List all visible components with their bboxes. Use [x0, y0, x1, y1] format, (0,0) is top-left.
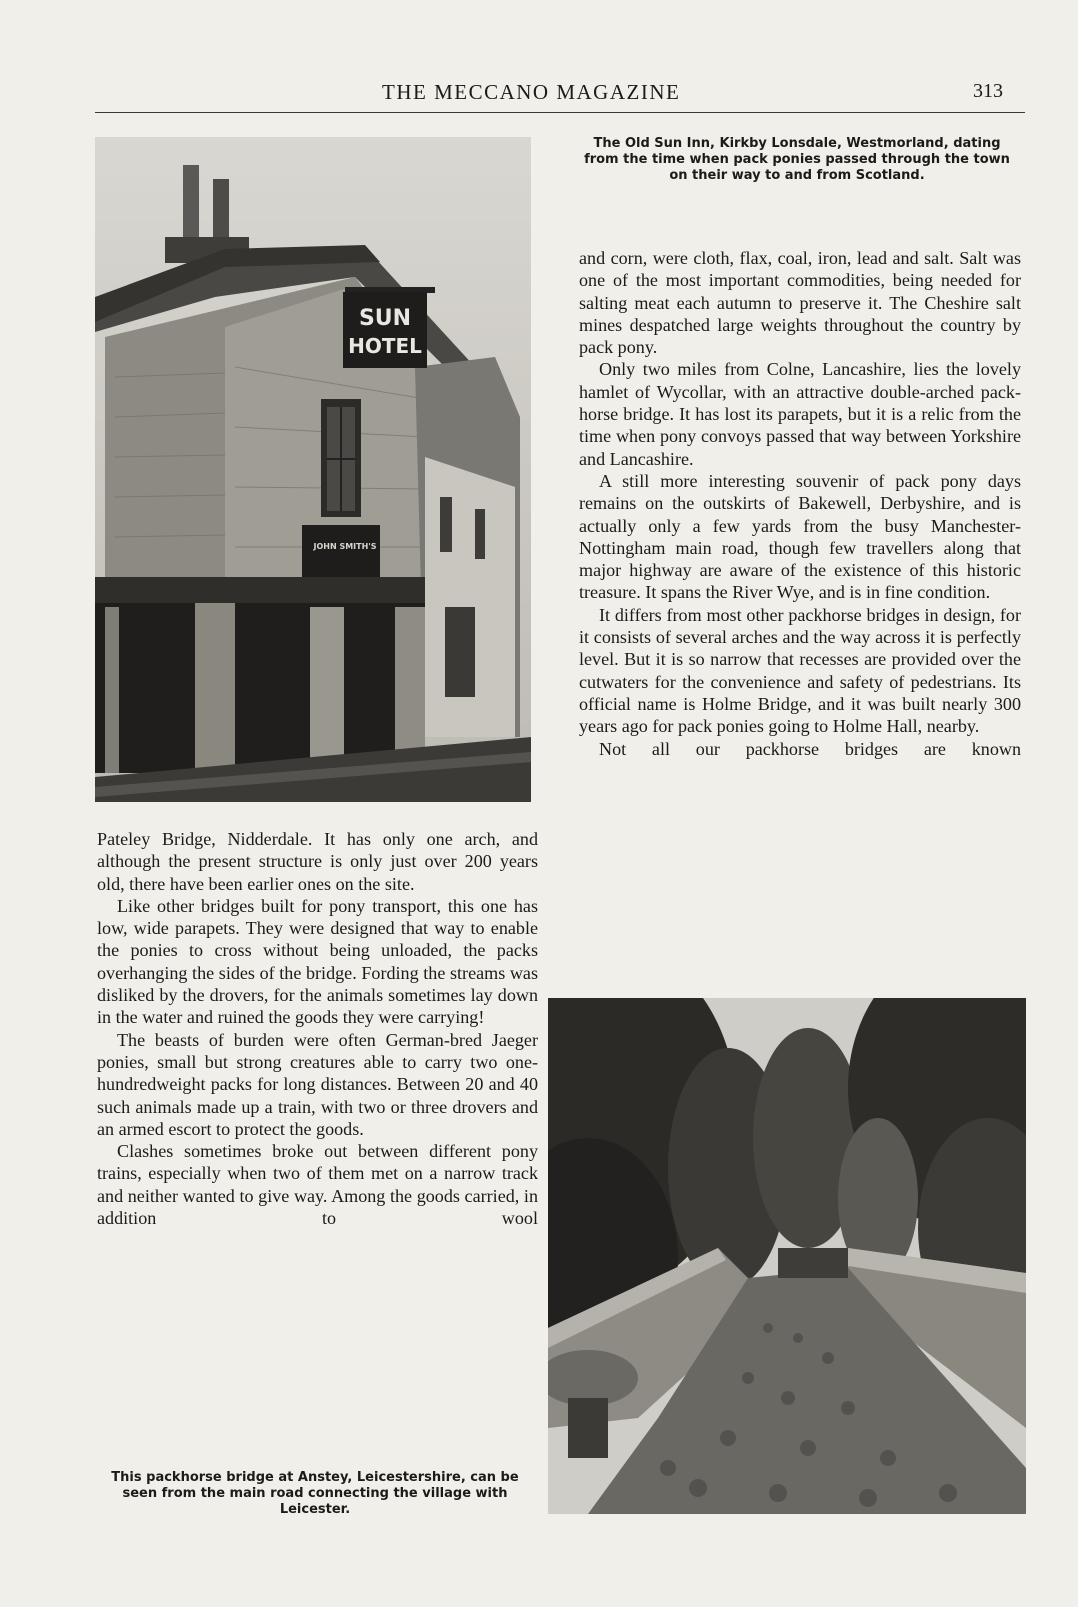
- paragraph: Pateley Bridge, Nidderdale. It has only one arch, and although the present structure is only just over 200 years old, there have been earlier ones on the site.: [97, 829, 538, 894]
- running-header: [95, 78, 1025, 113]
- paragraph: It differs from most other packhorse bridges in design, for it consists of several arches and the way across it is perfectly level. But it is so narrow that recesses are provided over the cutwaters for the convenience and safety of pedestrians. Its official name is Holme Bridge, and it was built nearly 300 years ago for pack ponies going to Holme Hall, nearby.: [579, 604, 1021, 737]
- paragraph: Only two miles from Colne, Lancashire, lies the lovely hamlet of Wycollar, with an attractive double-arched pack-horse bridge. It has lost its parapets, but it is a relic from the time when pony convoys passed that way between Yorkshire and Lancashire.: [579, 359, 1021, 469]
- photo-sun-inn: [95, 137, 531, 802]
- magazine-title: THE MECCANO MAGAZINE: [382, 80, 681, 104]
- right-text-column: [579, 247, 1021, 760]
- left-text-column: [97, 828, 538, 1229]
- page-number: 313: [973, 80, 1003, 102]
- sign-sun: SUN: [358, 306, 412, 331]
- paragraph: A still more interesting souvenir of pack pony days remains on the outskirts of Bakewell, Derbyshire, and is actually only a few yards from the busy Manchester-Nottingham main road, though few travellers along that major highway are aware of the existence of this historic treasure. It spans the River Wye, and is in fine condition.: [579, 470, 1021, 603]
- sign-john-smiths: JOHN SMITH'S: [313, 542, 377, 551]
- caption-sun-inn: The Old Sun Inn, Kirkby Lonsdale, Westmorland, dating from the time when pack ponies passed through the town on their way to and from Scotland.: [584, 136, 1010, 183]
- caption-anstey-bridge: This packhorse bridge at Anstey, Leicestershire, can be seen from the main road connecting the village with Leicester.: [111, 1470, 519, 1517]
- paragraph: Like other bridges built for pony transport, this one has low, wide parapets. They were designed that way to enable the ponies to cross without being unloaded, the packs overhanging the sides of the bridge. Fording the streams was disliked by the drovers, for the animals sometimes lay down in the water and ruined the goods they were carrying!: [97, 895, 538, 1028]
- sign-hotel: HOTEL: [348, 334, 422, 358]
- paragraph: and corn, were cloth, flax, coal, iron, lead and salt. Salt was one of the most important commodities, being needed for salting meat each autumn to preserve it. The Cheshire salt mines despatched large weights throughout the country by pack pony.: [579, 248, 1021, 358]
- paragraph: Not all our packhorse bridges are known: [599, 738, 1021, 759]
- paragraph: The beasts of burden were often German-bred Jaeger ponies, small but strong creatures able to carry two one-hundredweight packs for long distances. Between 20 and 40 such animals made up a train, with two or three drovers and an armed escort to protect the goods.: [97, 1029, 538, 1139]
- paragraph: Clashes sometimes broke out between different pony trains, especially when two of them met on a narrow track and neither wanted to give way. Among the goods carried, in addition to wool: [97, 1141, 538, 1229]
- photo-anstey-bridge: [548, 998, 1026, 1514]
